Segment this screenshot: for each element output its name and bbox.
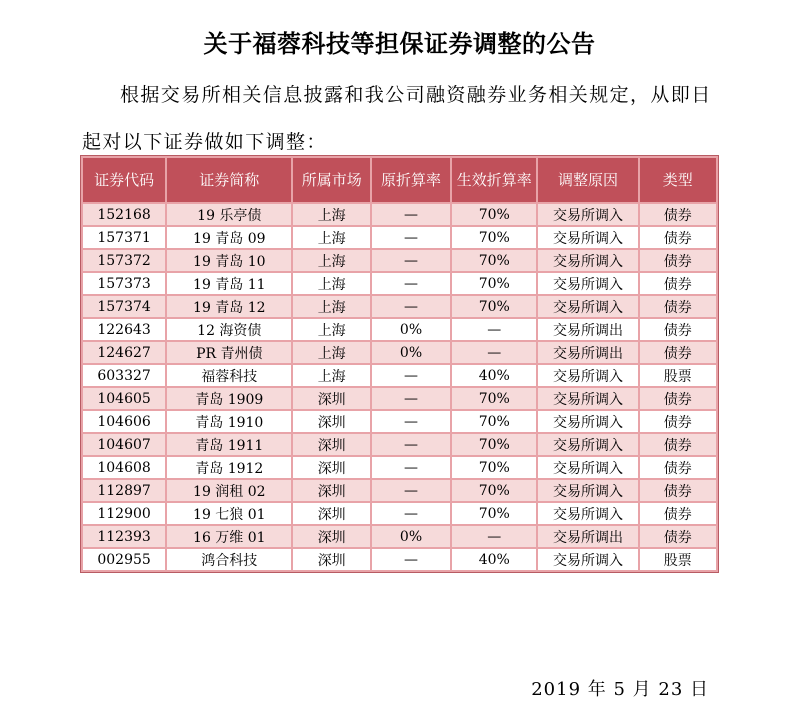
cell-market: 深圳 bbox=[293, 549, 369, 570]
cell-effective-rate: 70% bbox=[452, 457, 536, 478]
cell-type: 债券 bbox=[640, 434, 716, 455]
cell-effective-rate: 70% bbox=[452, 480, 536, 501]
cell-adjust-reason: 交易所调入 bbox=[538, 480, 637, 501]
cell-type: 债券 bbox=[640, 526, 716, 547]
cell-security-code: 104605 bbox=[83, 388, 165, 409]
table-row bbox=[83, 434, 716, 455]
cell-market: 上海 bbox=[293, 227, 369, 248]
cell-security-name: 青岛 1912 bbox=[167, 457, 291, 478]
cell-type: 债券 bbox=[640, 457, 716, 478]
cell-market: 上海 bbox=[293, 296, 369, 317]
cell-original-rate: — bbox=[372, 296, 450, 317]
table-row bbox=[83, 480, 716, 501]
header-type: 类型 bbox=[640, 158, 716, 202]
cell-effective-rate: 40% bbox=[452, 549, 536, 570]
cell-security-code: 104606 bbox=[83, 411, 165, 432]
cell-security-name: 16 万维 01 bbox=[167, 526, 291, 547]
cell-original-rate: — bbox=[372, 250, 450, 271]
cell-market: 深圳 bbox=[293, 503, 369, 524]
table-row bbox=[83, 204, 716, 225]
table-row bbox=[83, 296, 716, 317]
cell-security-code: 104608 bbox=[83, 457, 165, 478]
cell-effective-rate: 70% bbox=[452, 227, 536, 248]
cell-original-rate: 0% bbox=[372, 319, 450, 340]
cell-type: 债券 bbox=[640, 388, 716, 409]
cell-adjust-reason: 交易所调入 bbox=[538, 273, 637, 294]
cell-type: 债券 bbox=[640, 204, 716, 225]
cell-original-rate: 0% bbox=[372, 342, 450, 363]
announcement-date: 2019 年 5 月 23 日 bbox=[531, 679, 709, 700]
cell-type: 债券 bbox=[640, 296, 716, 317]
cell-type: 债券 bbox=[640, 319, 716, 340]
cell-market: 深圳 bbox=[293, 411, 369, 432]
cell-effective-rate: 70% bbox=[452, 388, 536, 409]
table-row bbox=[83, 457, 716, 478]
cell-security-name: 19 七狼 01 bbox=[167, 503, 291, 524]
cell-effective-rate: 70% bbox=[452, 204, 536, 225]
header-security-name: 证券简称 bbox=[167, 158, 291, 202]
cell-effective-rate: — bbox=[452, 526, 536, 547]
table-row bbox=[83, 273, 716, 294]
header-security-code: 证券代码 bbox=[83, 158, 165, 202]
cell-security-code: 157373 bbox=[83, 273, 165, 294]
page-title: 关于福蓉科技等担保证券调整的公告 bbox=[203, 30, 596, 58]
cell-market: 上海 bbox=[293, 319, 369, 340]
table-header-row bbox=[83, 158, 716, 202]
cell-type: 债券 bbox=[640, 250, 716, 271]
cell-adjust-reason: 交易所调入 bbox=[538, 503, 637, 524]
cell-effective-rate: 70% bbox=[452, 434, 536, 455]
cell-market: 上海 bbox=[293, 365, 369, 386]
cell-adjust-reason: 交易所调入 bbox=[538, 549, 637, 570]
cell-security-name: 鸿合科技 bbox=[167, 549, 291, 570]
cell-type: 债券 bbox=[640, 273, 716, 294]
cell-adjust-reason: 交易所调入 bbox=[538, 365, 637, 386]
cell-security-code: 157371 bbox=[83, 227, 165, 248]
cell-adjust-reason: 交易所调入 bbox=[538, 434, 637, 455]
cell-security-code: 152168 bbox=[83, 204, 165, 225]
cell-security-name: 12 海资债 bbox=[167, 319, 291, 340]
cell-adjust-reason: 交易所调入 bbox=[538, 227, 637, 248]
cell-original-rate: — bbox=[372, 273, 450, 294]
table-row bbox=[83, 365, 716, 386]
table-row bbox=[83, 503, 716, 524]
cell-type: 债券 bbox=[640, 480, 716, 501]
cell-adjust-reason: 交易所调出 bbox=[538, 342, 637, 363]
cell-security-code: 112393 bbox=[83, 526, 165, 547]
cell-market: 深圳 bbox=[293, 388, 369, 409]
cell-market: 上海 bbox=[293, 273, 369, 294]
cell-security-name: 青岛 1909 bbox=[167, 388, 291, 409]
cell-original-rate: — bbox=[372, 365, 450, 386]
cell-effective-rate: 70% bbox=[452, 411, 536, 432]
cell-security-code: 603327 bbox=[83, 365, 165, 386]
cell-effective-rate: 70% bbox=[452, 503, 536, 524]
cell-adjust-reason: 交易所调入 bbox=[538, 204, 637, 225]
cell-market: 深圳 bbox=[293, 480, 369, 501]
cell-security-name: 19 青岛 09 bbox=[167, 227, 291, 248]
cell-original-rate: — bbox=[372, 480, 450, 501]
header-original-rate: 原折算率 bbox=[372, 158, 450, 202]
cell-adjust-reason: 交易所调出 bbox=[538, 319, 637, 340]
cell-type: 债券 bbox=[640, 503, 716, 524]
cell-type: 债券 bbox=[640, 227, 716, 248]
cell-type: 股票 bbox=[640, 549, 716, 570]
cell-effective-rate: 70% bbox=[452, 296, 536, 317]
table-row bbox=[83, 526, 716, 547]
cell-security-code: 104607 bbox=[83, 434, 165, 455]
cell-type: 债券 bbox=[640, 411, 716, 432]
table-row bbox=[83, 411, 716, 432]
cell-security-code: 112900 bbox=[83, 503, 165, 524]
cell-effective-rate: — bbox=[452, 319, 536, 340]
cell-original-rate: — bbox=[372, 434, 450, 455]
table-row bbox=[83, 549, 716, 570]
cell-market: 深圳 bbox=[293, 434, 369, 455]
cell-market: 深圳 bbox=[293, 457, 369, 478]
table-row bbox=[83, 319, 716, 340]
cell-original-rate: — bbox=[372, 457, 450, 478]
cell-security-name: 19 青岛 11 bbox=[167, 273, 291, 294]
cell-effective-rate: 70% bbox=[452, 250, 536, 271]
cell-original-rate: — bbox=[372, 411, 450, 432]
table-body bbox=[83, 204, 716, 570]
header-adjust-reason: 调整原因 bbox=[538, 158, 637, 202]
cell-security-name: 福蓉科技 bbox=[167, 365, 291, 386]
table-row bbox=[83, 227, 716, 248]
cell-original-rate: — bbox=[372, 204, 450, 225]
table-row bbox=[83, 388, 716, 409]
cell-adjust-reason: 交易所调入 bbox=[538, 411, 637, 432]
cell-security-code: 157372 bbox=[83, 250, 165, 271]
cell-market: 上海 bbox=[293, 342, 369, 363]
cell-market: 深圳 bbox=[293, 526, 369, 547]
cell-original-rate: — bbox=[372, 388, 450, 409]
cell-adjust-reason: 交易所调入 bbox=[538, 388, 637, 409]
cell-original-rate: — bbox=[372, 227, 450, 248]
cell-security-name: 19 青岛 10 bbox=[167, 250, 291, 271]
cell-security-name: 19 乐亭债 bbox=[167, 204, 291, 225]
table-row bbox=[83, 250, 716, 271]
cell-security-name: 19 青岛 12 bbox=[167, 296, 291, 317]
cell-type: 股票 bbox=[640, 365, 716, 386]
cell-effective-rate: 40% bbox=[452, 365, 536, 386]
cell-effective-rate: 70% bbox=[452, 273, 536, 294]
cell-security-name: PR 青州债 bbox=[167, 342, 291, 363]
cell-security-code: 112897 bbox=[83, 480, 165, 501]
cell-security-name: 19 润租 02 bbox=[167, 480, 291, 501]
header-effective-rate: 生效折算率 bbox=[452, 158, 536, 202]
cell-adjust-reason: 交易所调入 bbox=[538, 457, 637, 478]
cell-adjust-reason: 交易所调出 bbox=[538, 526, 637, 547]
securities-table bbox=[80, 155, 719, 573]
cell-security-code: 122643 bbox=[83, 319, 165, 340]
cell-security-code: 157374 bbox=[83, 296, 165, 317]
cell-effective-rate: — bbox=[452, 342, 536, 363]
cell-security-code: 002955 bbox=[83, 549, 165, 570]
header-market: 所属市场 bbox=[293, 158, 369, 202]
cell-original-rate: 0% bbox=[372, 526, 450, 547]
cell-market: 上海 bbox=[293, 204, 369, 225]
cell-original-rate: — bbox=[372, 549, 450, 570]
cell-type: 债券 bbox=[640, 342, 716, 363]
intro-paragraph: 根据交易所相关信息披露和我公司融资融券业务相关规定，从即日起对以下证券做如下调整： bbox=[82, 84, 712, 153]
table-row bbox=[83, 342, 716, 363]
cell-adjust-reason: 交易所调入 bbox=[538, 250, 637, 271]
cell-security-name: 青岛 1911 bbox=[167, 434, 291, 455]
cell-security-name: 青岛 1910 bbox=[167, 411, 291, 432]
cell-original-rate: — bbox=[372, 503, 450, 524]
cell-adjust-reason: 交易所调入 bbox=[538, 296, 637, 317]
cell-security-code: 124627 bbox=[83, 342, 165, 363]
cell-market: 上海 bbox=[293, 250, 369, 271]
